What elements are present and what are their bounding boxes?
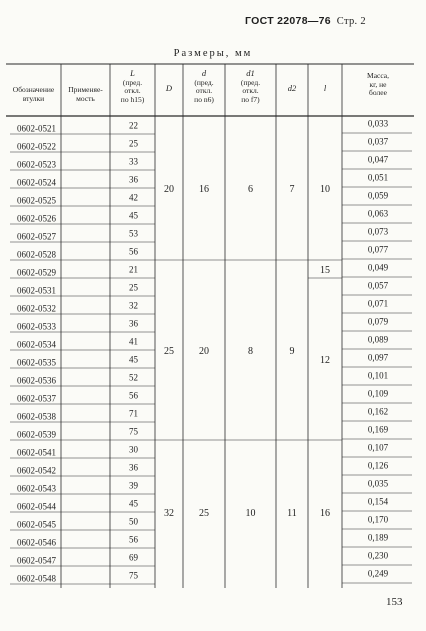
column-header-line: более <box>369 88 387 98</box>
page-label: Стр. 2 <box>336 16 366 27</box>
length-cell: 36 <box>129 462 138 473</box>
designation-cell: 0602-0533 <box>17 321 56 332</box>
column-header-line: d1 <box>246 68 255 78</box>
group-d-cell: 16 <box>199 184 209 195</box>
length-cell: 75 <box>129 426 138 437</box>
designation-cell: 0602-0544 <box>17 501 56 512</box>
column-header-line: d <box>201 68 207 78</box>
group-d2-cell: 7 <box>289 184 295 195</box>
mass-cell: 0,033 <box>367 118 389 129</box>
column-header-line: откл. <box>242 86 259 96</box>
group-l-cell: 12 <box>320 355 330 366</box>
length-cell: 41 <box>129 336 138 347</box>
column-header-line: по f7) <box>241 95 260 105</box>
length-cell: 32 <box>129 300 138 311</box>
group-D-cell: 25 <box>164 346 174 357</box>
mass-cell: 0,079 <box>367 316 389 327</box>
group-D-cell: 32 <box>164 508 174 519</box>
length-cell: 71 <box>129 408 138 419</box>
designation-cell: 0602-0529 <box>17 267 56 278</box>
designation-cell: 0602-0546 <box>17 537 56 548</box>
length-cell: 56 <box>129 534 138 545</box>
column-header <box>288 84 297 94</box>
length-cell: 22 <box>129 120 138 131</box>
column-header-line: (пред. <box>122 77 143 87</box>
column-header-line: втулки <box>22 93 45 103</box>
column-header-line: Применяе- <box>68 85 103 94</box>
mass-cell: 0,077 <box>367 244 389 255</box>
column-header-line: мость <box>76 93 95 103</box>
length-cell: 21 <box>129 264 138 275</box>
designation-cell: 0602-0539 <box>17 429 56 440</box>
length-cell: 42 <box>129 192 138 203</box>
mass-cell: 0,047 <box>367 154 389 165</box>
column-header <box>166 84 172 94</box>
designation-cell: 0602-0537 <box>17 393 56 404</box>
length-cell: 39 <box>129 480 138 491</box>
designation-cell: 0602-0535 <box>17 357 56 368</box>
mass-cell: 0,170 <box>367 514 389 525</box>
mass-cell: 0,057 <box>367 280 389 291</box>
column-header <box>367 72 389 98</box>
length-cell: 30 <box>129 444 138 455</box>
mass-cell: 0,126 <box>367 460 389 471</box>
designation-cell: 0602-0525 <box>17 195 56 206</box>
group-l-top-cell: 15 <box>320 265 330 276</box>
group-l-cell: 10 <box>320 184 330 195</box>
designation-cell: 0602-0526 <box>17 213 56 224</box>
length-cell: 75 <box>129 570 138 581</box>
designation-cell: 0602-0548 <box>17 573 56 584</box>
mass-cell: 0,035 <box>367 478 389 489</box>
designation-cell: 0602-0527 <box>17 231 56 242</box>
mass-cell: 0,097 <box>367 352 389 363</box>
mass-cell: 0,059 <box>367 190 389 201</box>
mass-cell: 0,051 <box>367 172 389 183</box>
column-header <box>68 86 103 103</box>
mass-cell: 0,101 <box>367 370 389 381</box>
standard-number: ГОСТ 22078—76 <box>245 15 331 27</box>
mass-cell: 0,154 <box>367 496 389 507</box>
mass-cell: 0,169 <box>367 424 389 435</box>
mass-cell: 0,109 <box>367 388 389 399</box>
designation-cell: 0602-0528 <box>17 249 56 260</box>
mass-cell: 0,089 <box>367 334 389 345</box>
column-header <box>324 84 326 94</box>
mass-cell: 0,189 <box>367 532 389 543</box>
designation-cell: 0602-0532 <box>17 303 56 314</box>
length-cell: 25 <box>129 282 138 293</box>
column-header-line: откл. <box>195 86 213 96</box>
mass-cell: 0,162 <box>367 406 389 417</box>
length-cell: 45 <box>129 354 138 365</box>
column-header-line: откл. <box>124 86 141 96</box>
designation-cell: 0602-0536 <box>17 375 56 386</box>
length-cell: 50 <box>129 516 138 527</box>
length-cell: 33 <box>129 156 138 167</box>
column-header <box>121 69 144 105</box>
column-header-line: L <box>130 68 135 78</box>
designation-cell: 0602-0522 <box>17 141 56 152</box>
group-D-cell: 20 <box>164 184 174 195</box>
column-header-line: (пред. <box>240 77 261 87</box>
designation-cell: 0602-0541 <box>17 447 56 458</box>
group-d1-cell: 10 <box>245 508 256 519</box>
group-d-cell: 20 <box>199 346 209 357</box>
mass-cell: 0,071 <box>367 298 389 309</box>
mass-cell: 0,230 <box>367 550 389 561</box>
column-header <box>241 69 260 105</box>
group-d1-cell: 8 <box>248 346 253 357</box>
designation-cell: 0602-0543 <box>17 483 56 494</box>
group-d1-cell: 6 <box>248 184 253 195</box>
mass-cell: 0,249 <box>367 568 389 579</box>
designation-cell: 0602-0534 <box>17 339 56 350</box>
group-d-cell: 25 <box>199 508 209 519</box>
column-header-line: Масса, <box>367 71 389 80</box>
length-cell: 36 <box>129 174 138 185</box>
column-header <box>194 69 214 105</box>
length-cell: 25 <box>129 138 138 149</box>
column-header-line: по h15) <box>120 95 145 105</box>
length-cell: 36 <box>129 318 138 329</box>
length-cell: 56 <box>129 246 138 257</box>
column-header-line: D <box>165 83 173 93</box>
mass-cell: 0,063 <box>367 208 389 219</box>
column-header-line: Обозначение <box>12 85 55 94</box>
mass-cell: 0,049 <box>367 262 389 273</box>
mass-cell: 0,073 <box>367 226 389 237</box>
mass-cell: 0,107 <box>367 442 389 453</box>
designation-cell: 0602-0547 <box>17 555 56 566</box>
column-header <box>13 86 54 103</box>
page-number: 153 <box>386 596 403 608</box>
designation-cell: 0602-0521 <box>17 123 56 134</box>
column-header-line: (пред. <box>194 77 214 87</box>
length-cell: 45 <box>129 210 138 221</box>
group-d2-cell: 9 <box>289 346 295 357</box>
length-cell: 53 <box>129 228 138 239</box>
table-caption: Размеры, мм <box>173 48 253 59</box>
designation-cell: 0602-0538 <box>17 411 56 422</box>
designation-cell: 0602-0531 <box>17 285 56 296</box>
column-header-line: l <box>323 83 327 93</box>
designation-cell: 0602-0523 <box>17 159 56 170</box>
length-cell: 69 <box>129 552 138 563</box>
group-d2-cell: 11 <box>287 508 297 519</box>
column-header-line: кг, не <box>369 79 387 89</box>
length-cell: 56 <box>129 390 138 401</box>
group-l-cell: 16 <box>320 508 330 519</box>
column-header-line: по n6) <box>194 95 214 105</box>
designation-cell: 0602-0524 <box>17 177 56 188</box>
designation-cell: 0602-0545 <box>17 519 56 530</box>
mass-cell: 0,037 <box>367 136 389 147</box>
designation-cell: 0602-0542 <box>17 465 56 476</box>
length-cell: 52 <box>129 372 138 383</box>
column-header-line: d2 <box>287 83 297 93</box>
length-cell: 45 <box>129 498 138 509</box>
